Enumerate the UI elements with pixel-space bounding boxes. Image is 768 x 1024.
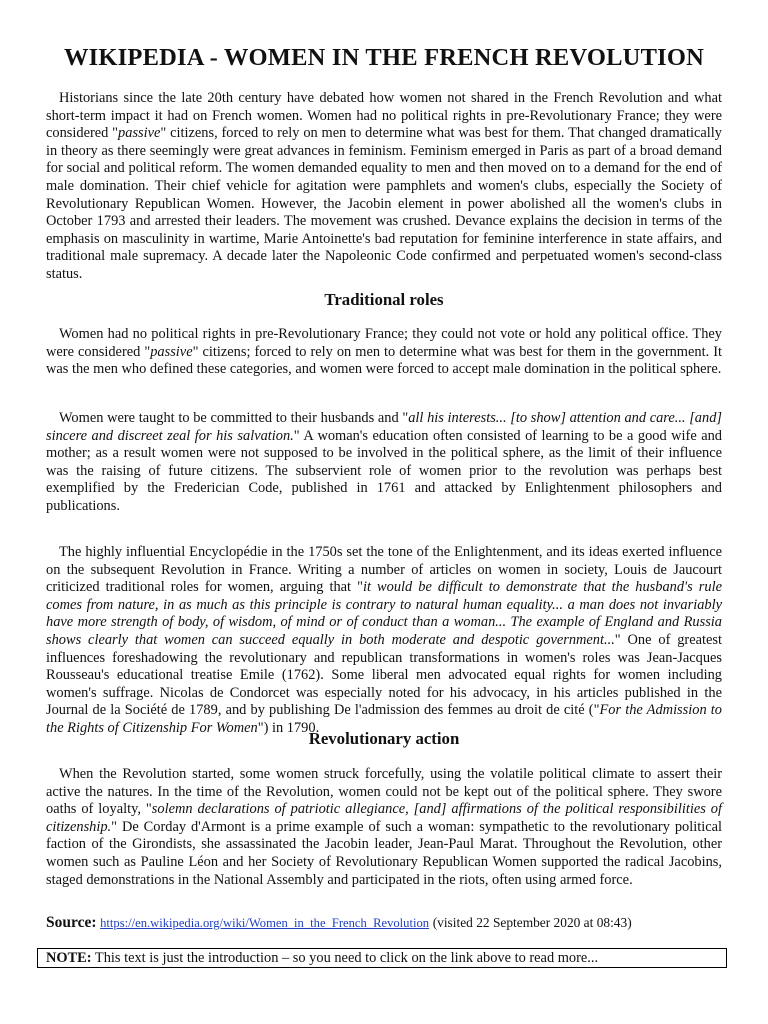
italic-quote: it would be difficult to demonstrate that the husband's rule comes from nature, in as much as this principle is contrary to natural human equality... a man does not invariably have more strength of body, of wisdom, of mind or of conduct than a woman... The example of England and Russia shows clearly that women can succeed equally in both moderate and despotic government... [46,579,722,648]
page-title: WIKIPEDIA - WOMEN IN THE FRENCH REVOLUTION [63,44,704,71]
traditional-paragraph-2 [46,410,722,516]
visited-date: (visited 22 September 2020 at 08:43) [432,915,632,930]
text-run: " citizens; forced to rely on men to determine what was best for them in the government. It was the men who defined these categories, and women were forced to accept male domination in the political sphere. [46,343,722,378]
revolutionary-action-heading: Revolutionary action [308,729,460,748]
traditional-roles-heading: Traditional roles [324,290,444,309]
text-run: The highly influential Encyclopédie in the 1750s set the tone of the Enlightenment, and its ideas exerted influence on the subsequent Revolution in France. Writing a number of articles on women in society, Louis de Jaucourt criticized traditional roles for women, arguing that " [46,544,722,596]
italic-quote: For the Admission to the Rights of Citizenship For Women [46,702,722,736]
italic-quote: all his interests... [to show] attention and care... [and] sincere and discreet zeal for his salvation. [46,410,722,444]
source-line [46,914,632,932]
text-run: When the Revolution started, some women struck forcefully, using the volatile political climate to assert their active the natures. In the time of the Revolution, women could not be kept out of the political sphere. They swore oaths of loyalty, " [46,766,722,818]
italic-quote: passive [118,125,161,142]
source-label: Source: [46,914,97,931]
italic-quote: passive [150,343,193,360]
text-run: " A woman's education often consisted of learning to be a good wife and mother; as a result women were not supposed to be involved in the political sphere, as the limit of their influence was the raising of future citizens. The subservient role of women prior to the revolution was perhaps best exemplified by the Frederician Code, published in 1761 and attacked by Enlightenment philosophers and publications. [46,427,723,514]
note-box [37,948,727,968]
note-text: This text is just the introduction – so you need to click on the link above to read more... [94,950,599,966]
text-run: " One of greatest influences foreshadowing the revolutionary and republican transformations in women's roles was Jean-Jacques Rousseau's educational treatise Emile (1762). Some liberal men advocated equal rights for women including women's suffrage. Nicolas de Condorcet was especially noted for his advocacy, in his articles published in the Journal de la Société de 1789, and by publishing De l'admission des femmes au droit de cité (" [46,631,722,719]
traditional-paragraph-1 [46,326,722,379]
intro-paragraph [46,90,722,284]
text-run: Historians since the late 20th century have debated how women not shared in the French Revolution and what short-term impact it had on French women. Women had no political rights in pre-Revolutionary France; they were considered " [46,90,722,142]
text-run: Women were taught to be committed to their husbands and " [59,410,409,426]
text-run: " citizens, forced to rely on men to determine what was best for them. That changed dramatically in theory as there seemingly were great advances in feminism. Feminism emerged in Paris as part of a broad demand for social and political reform. The women demanded equality to men and then moved on to a demand for the end of male domination. Their chief vehicle for agitation were pamphlets and women's clubs, especially the Society of Revolutionary Republican Women. However, the Jacobin element in power abolished all the women's clubs in October 1793 and arrested their leaders. The movement was crushed. Devance explains the decision in terms of the emphasis on masculinity in wartime, Marie Antoinette's bad reputation for feminine interference in state affairs, and traditional male supremacy. A decade later the Napoleonic Code confirmed and perpetuated women's second-class status. [46,125,722,282]
italic-quote: solemn declarations of patriotic allegiance, [and] affirmations of the political responsibilities of citizenship. [46,801,722,835]
traditional-paragraph-3 [46,544,722,738]
text-run: ") in 1790. [257,719,320,736]
text-run: " De Corday d'Armont is a prime example of such a woman: sympathetic to the revolutionary political faction of the Girondists, she assassinated the Jacobin leader, Jean-Paul Marat. Throughout the Revolution, other women such as Pauline Léon and her Society of Revolutionary Republican Women supported the radical Jacobins, staged demonstrations in the National Assembly and participated in the riots, often using armed force. [46,818,722,888]
note-label: NOTE: [46,950,92,966]
revolutionary-paragraph [46,766,722,889]
text-run: Women had no political rights in pre-Revolutionary France; they could not vote or hold any political office. They were considered " [46,326,722,360]
source-link[interactable]: https://en.wikipedia.org/wiki/Women_in_the_French_Revolution [100,916,430,930]
